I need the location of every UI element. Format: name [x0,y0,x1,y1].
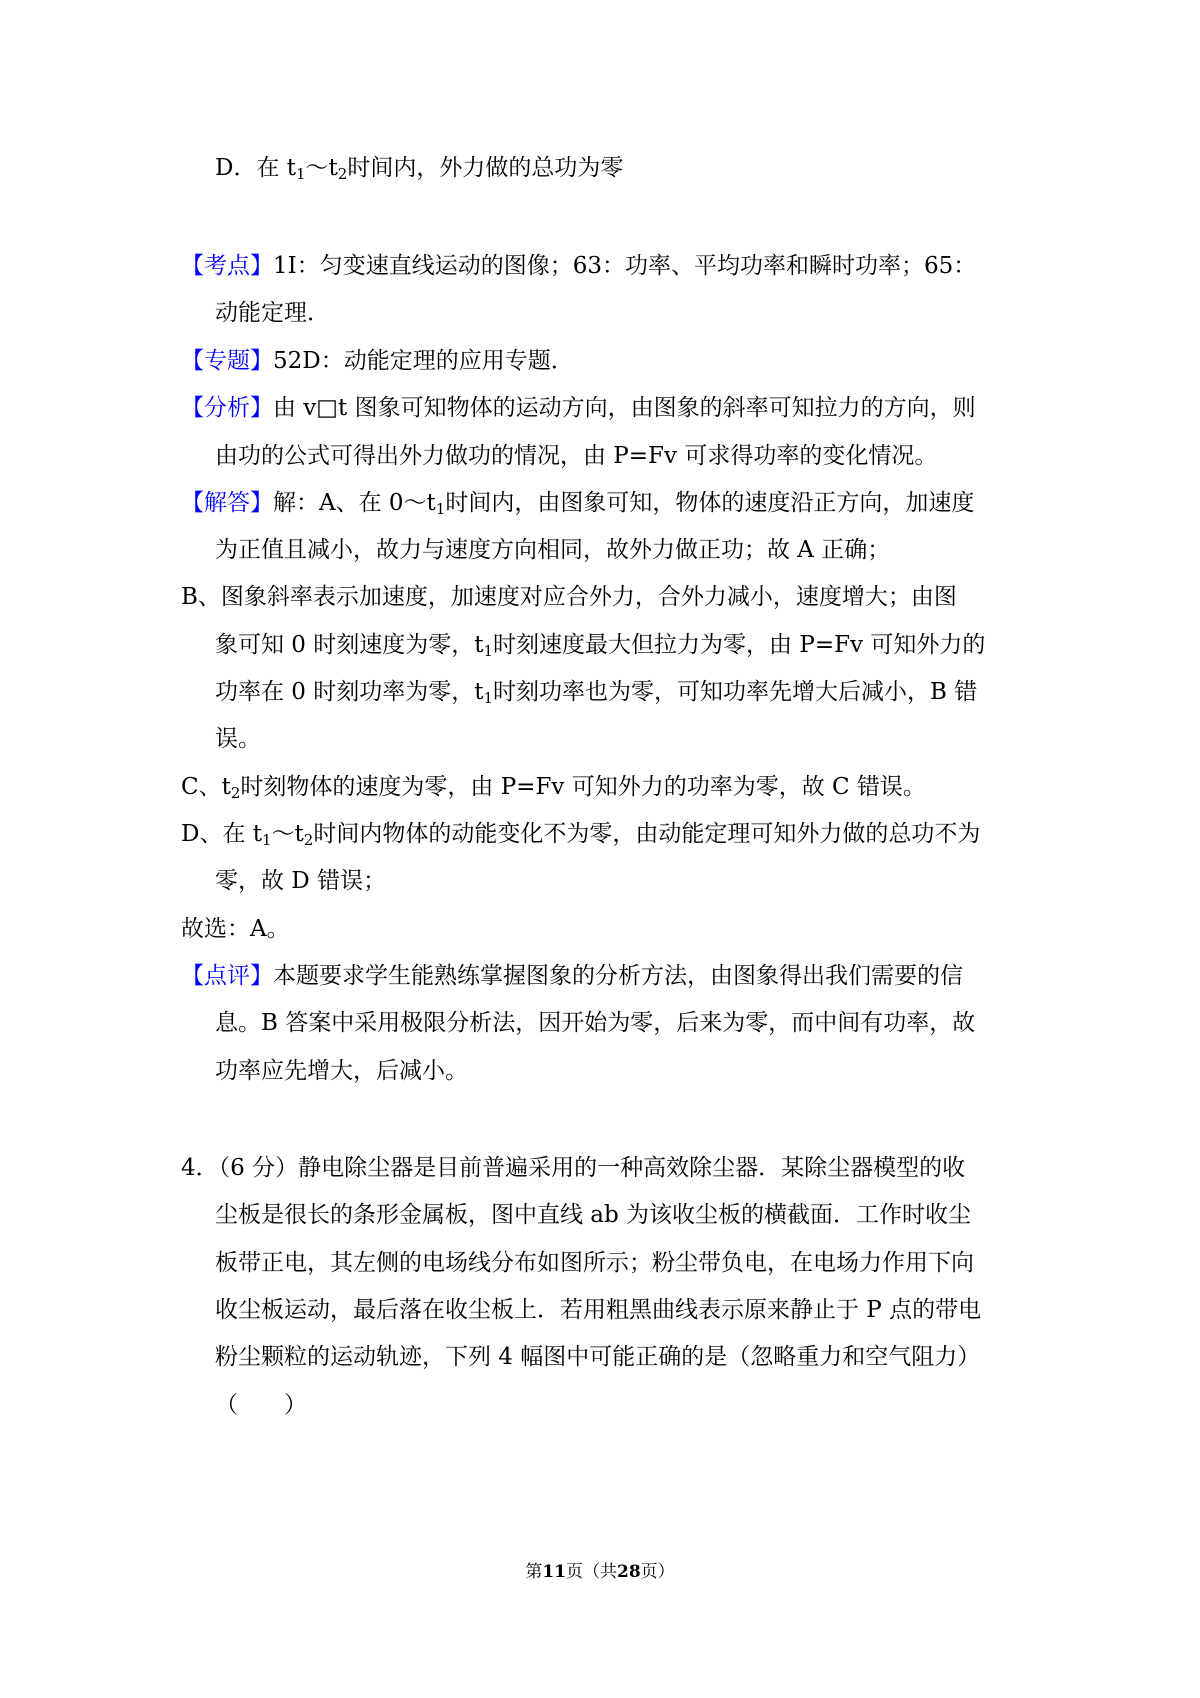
zhuanti-tag: 【专题】 [181,348,273,374]
question-4-answer-bracket: （ ） [215,1392,307,1418]
dianping-line-1: 【点评】本题要求学生能熟练掌握图象的分析方法，由图象得出我们需要的信 [181,963,963,989]
jieda-line-1: 【解答】解：A、在 $0\sim t_1$时间内，由图象可知，物体的速度沿正方向，加速度 [181,490,975,518]
fenxi-tag: 【分析】 [181,395,273,421]
jieda-tag: 【解答】 [181,490,273,516]
question-4-line-5: 粉尘颗粒的运动轨迹，下列 4 幅图中可能正确的是（忽略重力和空气阻力） [215,1344,981,1370]
zhuanti-line: 【专题】52D：动能定理的应用专题． [181,348,574,374]
kaodian-line-2: 动能定理． [215,300,330,326]
question-4-line-3: 板带正电，其左侧的电场线分布如图所示；粉尘带负电，在电场力作用下向 [215,1250,974,1276]
page-footer: 第11页（共28页） [525,1562,675,1582]
jieda-b-line-4: 误。 [215,726,261,752]
page-total: 28 [617,1562,641,1582]
question-4-line-4: 收尘板运动，最后落在收尘板上．若用粗黑曲线表示原来静止于 P 点的带电 [215,1297,982,1323]
jieda-d-line-1: D、在 $t_1\sim t_2$时间内物体的动能变化不为零，由动能定理可知外力做的总功不为 [181,821,981,849]
page-number: 11 [542,1562,566,1582]
fenxi-line-1: 【分析】由 v□t 图象可知物体的运动方向，由图象的斜率可知拉力的方向，则 [181,395,976,421]
option-d: D．在 $t_1\sim t_2$时间内，外力做的总功为零 [215,155,624,183]
jieda-d-line-2: 零，故 D 错误； [215,868,387,894]
question-4-line-1: 4．（6 分）静电除尘器是目前普遍采用的一种高效除尘器．某除尘器模型的收 [181,1155,966,1181]
dianping-tag: 【点评】 [181,963,273,989]
answer-line: 故选：A。 [181,916,290,942]
kaodian-tag: 【考点】 [181,253,273,279]
jieda-c-line: C、$t_2$时刻物体的速度为零，由 P=Fv 可知外力的功率为零，故 C 错误。 [181,774,926,802]
jieda-b-line-2: 象可知 0 时刻速度为零，$t_1$时刻速度最大但拉力为零，由 P=Fv 可知外力的 [215,632,986,660]
jieda-b-line-3: 功率在 0 时刻功率为零，$t_1$时刻功率也为零，可知功率先增大后减小，B 错 [215,679,978,707]
kaodian-line-1: 【考点】1I：匀变速直线运动的图像；63：功率、平均功率和瞬时功率；65： [181,253,977,279]
fenxi-line-2: 由功的公式可得出外力做功的情况，由 P=Fv 可求得功率的变化情况。 [215,443,938,469]
question-4-line-2: 尘板是很长的条形金属板，图中直线 ab 为该收尘板的横截面．工作时收尘 [215,1202,972,1228]
dianping-line-2: 息。B 答案中采用极限分析法，因开始为零，后来为零，而中间有功率，故 [215,1010,976,1036]
jieda-line-2: 为正值且减小，故力与速度方向相同，故外力做正功；故 A 正确； [215,537,891,563]
dianping-line-3: 功率应先增大，后减小。 [215,1058,468,1084]
jieda-b-line-1: B、图象斜率表示加速度，加速度对应合外力，合外力减小，速度增大；由图 [181,584,957,610]
